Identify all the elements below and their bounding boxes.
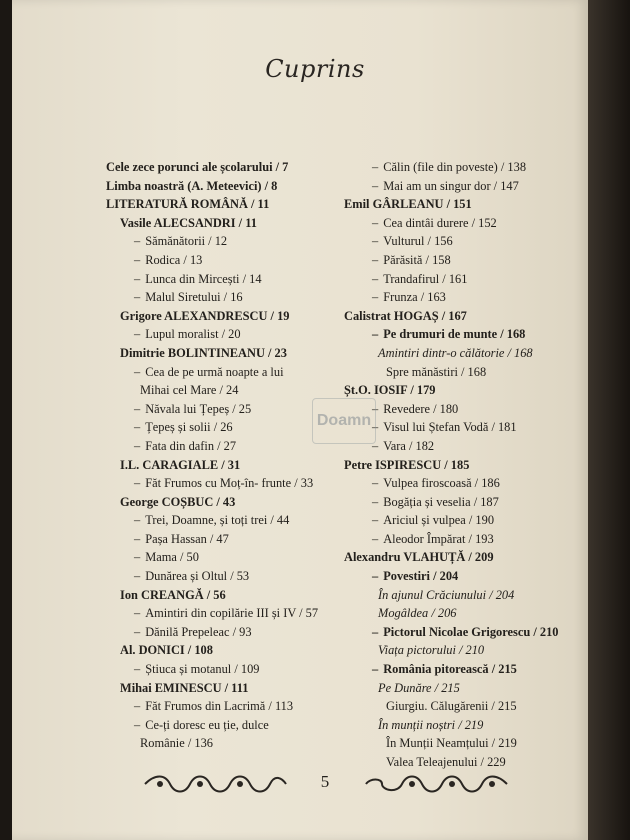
dash-marker: –	[134, 420, 141, 435]
page-number: 5	[320, 772, 330, 791]
dash-marker: –	[134, 624, 141, 639]
toc-entry-text: Aleodor Împărat / 193	[383, 531, 494, 546]
toc-entry-text: Călin (file din poveste) / 138	[383, 160, 527, 174]
toc-entry	[106, 548, 354, 567]
toc-entry	[344, 270, 592, 289]
toc-entry	[344, 641, 592, 660]
toc-entry-text: Fata din dafin / 27	[145, 438, 237, 453]
toc-entry	[106, 586, 354, 605]
toc-entry	[344, 251, 592, 270]
dash-marker: –	[134, 234, 141, 249]
toc-entry	[106, 641, 354, 660]
toc-entry-text: Rodica / 13	[145, 252, 203, 267]
dash-marker: –	[134, 569, 141, 584]
dash-marker: –	[372, 476, 379, 491]
left-ornament-icon	[140, 774, 290, 794]
toc-entry	[344, 344, 592, 363]
page-edge-shadow	[588, 0, 630, 840]
toc-entry-text: Mama / 50	[145, 550, 199, 565]
toc-entry	[106, 567, 354, 586]
toc-entry-text: Năvala lui Țepeș / 25	[145, 401, 252, 416]
toc-entry-text: Mihai cel Mare / 24	[140, 383, 239, 398]
toc-entry	[106, 214, 354, 233]
toc-entry-text: În ajunul Crăciunului / 204	[378, 587, 515, 602]
toc-entry-text: Sămănătorii / 12	[145, 234, 228, 249]
dash-marker: –	[134, 290, 141, 305]
toc-entry	[106, 511, 354, 530]
watermark-logo: Doamn	[312, 398, 376, 444]
toc-entry	[106, 344, 354, 363]
toc-entry	[344, 679, 592, 698]
toc-entry	[344, 474, 592, 493]
toc-entry	[106, 697, 354, 716]
toc-entry	[106, 530, 354, 549]
toc-entry	[344, 307, 592, 326]
toc-entry-text: I.L. CARAGIALE / 31	[120, 457, 241, 472]
right-ornament-icon	[362, 774, 512, 794]
toc-entry-text: Mai am un singur dor / 147	[383, 178, 519, 193]
toc-entry-text: Viața pictorului / 210	[378, 643, 485, 658]
dash-marker: –	[134, 438, 141, 453]
toc-entry	[106, 288, 354, 307]
dash-marker: –	[372, 160, 379, 174]
toc-entry	[344, 381, 592, 400]
toc-entry	[344, 734, 592, 753]
toc-entry-text: Visul lui Ștefan Vodă / 181	[383, 420, 517, 435]
dash-marker: –	[372, 215, 379, 230]
toc-entry	[106, 195, 354, 214]
toc-entry-text: Trei, Doamne, și toți trei / 44	[145, 513, 290, 528]
toc-entry-text: Lupul moralist / 20	[145, 327, 241, 342]
dash-marker: –	[134, 364, 141, 379]
dash-marker: –	[372, 438, 379, 453]
toc-entry-text: Dunărea și Oltul / 53	[145, 569, 250, 584]
toc-entry-text: Cele zece porunci ale școlarului / 7	[106, 160, 289, 174]
toc-entry	[344, 232, 592, 251]
dash-marker: –	[372, 513, 379, 528]
dash-marker: –	[372, 234, 379, 249]
toc-entry-text: România pitorească / 215	[383, 662, 517, 677]
toc-entry-text: Bogăția și veselia / 187	[383, 494, 499, 509]
toc-entry-text: Povestiri / 204	[383, 569, 459, 584]
toc-entry-text: Trandafirul / 161	[383, 271, 468, 286]
toc-entry-text: Revedere / 180	[383, 401, 459, 416]
page-footer	[140, 770, 480, 800]
toc-entry-text: Grigore ALEXANDRESCU / 19	[120, 308, 290, 323]
toc-entry	[344, 586, 592, 605]
toc-entry-text: Emil GÂRLEANU / 151	[344, 197, 472, 212]
toc-entry-text: Dimitrie BOLINTINEANU / 23	[120, 345, 287, 360]
toc-entry-text: Vulturul / 156	[383, 234, 453, 249]
dash-marker: –	[372, 624, 379, 639]
toc-entry	[344, 325, 592, 344]
toc-entry	[344, 623, 592, 642]
toc-entry-text: Ce-ți doresc eu ție, dulce	[145, 717, 269, 732]
dash-marker: –	[134, 476, 141, 491]
toc-entry	[344, 530, 592, 549]
toc-entry	[106, 158, 354, 177]
dash-marker: –	[372, 401, 379, 416]
toc-entry-text: Ion CREANGĂ / 56	[120, 587, 226, 602]
toc-entry	[106, 604, 354, 623]
dash-marker: –	[372, 420, 379, 435]
dash-marker: –	[372, 531, 379, 546]
toc-entry-text: Limba noastră (A. Meteevici) / 8	[106, 178, 278, 193]
toc-entry	[106, 363, 354, 382]
toc-entry-text: Mihai EMINESCU / 111	[120, 680, 249, 695]
toc-entry-text: Pe drumuri de munte / 168	[383, 327, 526, 342]
dash-marker: –	[372, 662, 379, 677]
dash-marker: –	[372, 494, 379, 509]
dash-marker: –	[372, 569, 379, 584]
dash-marker: –	[134, 606, 141, 621]
toc-entry	[106, 307, 354, 326]
toc-entry	[344, 753, 592, 772]
toc-entry-text: Amintiri dintr-o călătorie / 168	[378, 345, 533, 360]
dash-marker: –	[134, 717, 141, 732]
toc-entry-text: Șt.O. IOSIF / 179	[344, 383, 436, 398]
toc-entry-text: Calistrat HOGAȘ / 167	[344, 308, 467, 323]
toc-entry	[106, 679, 354, 698]
toc-entry	[106, 232, 354, 251]
toc-entry	[106, 493, 354, 512]
dash-marker: –	[372, 252, 379, 267]
toc-entry	[344, 716, 592, 735]
dash-marker: –	[372, 327, 379, 342]
toc-entry	[106, 734, 354, 753]
toc-entry	[344, 158, 592, 177]
toc-entry-text: Făt Frumos cu Moț-în- frunte / 33	[145, 476, 314, 491]
toc-entry	[344, 437, 592, 456]
dash-marker: –	[134, 513, 141, 528]
dash-marker: –	[372, 178, 379, 193]
toc-entry	[344, 697, 592, 716]
toc-entry-text: Mogâldea / 206	[378, 606, 457, 621]
toc-entry-text: Țepeș și solii / 26	[145, 420, 233, 435]
toc-entry	[344, 567, 592, 586]
toc-entry-text: Pe Dunăre / 215	[378, 680, 460, 695]
toc-entry	[106, 623, 354, 642]
toc-entry	[344, 195, 592, 214]
toc-entry	[344, 660, 592, 679]
toc-entry-text: Malul Siretului / 16	[145, 290, 243, 305]
dash-marker: –	[134, 327, 141, 342]
toc-entry	[344, 214, 592, 233]
toc-entry-text: Părăsită / 158	[383, 252, 451, 267]
toc-entry	[106, 660, 354, 679]
toc-entry-text: Românie / 136	[140, 736, 213, 751]
toc-entry	[344, 548, 592, 567]
toc-entry	[106, 270, 354, 289]
toc-entry	[106, 456, 354, 475]
dash-marker: –	[134, 401, 141, 416]
toc-entry-text: Vara / 182	[383, 438, 435, 453]
toc-right-column	[344, 158, 592, 772]
toc-entry-text: Valea Teleajenului / 229	[386, 755, 506, 769]
toc-entry-text: Știuca și motanul / 109	[145, 662, 260, 677]
toc-entry	[344, 288, 592, 307]
toc-entry-text: Alexandru VLAHUȚĂ / 209	[344, 550, 494, 565]
toc-entry-text: George COȘBUC / 43	[120, 494, 236, 509]
toc-entry	[344, 493, 592, 512]
page-title: Cuprins	[265, 55, 365, 83]
dash-marker: –	[134, 271, 141, 286]
toc-entry	[106, 177, 354, 196]
toc-entry-text: Spre mănăstiri / 168	[386, 364, 487, 379]
toc-entry-text: Petre ISPIRESCU / 185	[344, 457, 470, 472]
dash-marker: –	[134, 662, 141, 677]
toc-entry	[344, 511, 592, 530]
toc-entry-text: Al. DONICI / 108	[120, 643, 213, 658]
toc-entry	[344, 177, 592, 196]
toc-entry	[344, 456, 592, 475]
dash-marker: –	[372, 271, 379, 286]
toc-entry	[106, 381, 354, 400]
toc-entry-text: Giurgiu. Călugărenii / 215	[386, 699, 517, 714]
toc-entry-text: În munții noștri / 219	[378, 717, 484, 732]
dash-marker: –	[372, 290, 379, 305]
toc-entry-text: Făt Frumos din Lacrimă / 113	[145, 699, 294, 714]
toc-entry-text: Pictorul Nicolae Grigorescu / 210	[383, 624, 559, 639]
dash-marker: –	[134, 252, 141, 267]
toc-entry	[344, 363, 592, 382]
toc-entry-text: Ariciul și vulpea / 190	[383, 513, 495, 528]
toc-entry	[106, 325, 354, 344]
toc-entry	[344, 604, 592, 623]
toc-entry-text: LITERATURĂ ROMÂNĂ / 11	[106, 197, 270, 212]
toc-entry	[106, 716, 354, 735]
toc-left-column	[106, 158, 354, 753]
toc-entry-text: Lunca din Mircești / 14	[145, 271, 262, 286]
toc-entry-text: Cea dintâi durere / 152	[383, 215, 497, 230]
toc-entry	[344, 400, 592, 419]
toc-entry-text: Vasile ALECSANDRI / 11	[120, 215, 257, 230]
toc-entry-text: Vulpea firoscoasă / 186	[383, 476, 500, 491]
dash-marker: –	[134, 550, 141, 565]
toc-entry	[106, 251, 354, 270]
toc-entry-text: În Munții Neamțului / 219	[386, 736, 517, 751]
toc-entry-text: Frunza / 163	[383, 290, 446, 305]
toc-entry	[344, 418, 592, 437]
toc-entry-text: Amintiri din copilărie III și IV / 57	[145, 606, 319, 621]
toc-entry-text: Cea de pe urmă noapte a lui	[145, 364, 284, 379]
toc-entry-text: Pașa Hassan / 47	[145, 531, 229, 546]
toc-entry	[106, 474, 354, 493]
toc-entry-text: Dănilă Prepeleac / 93	[145, 624, 252, 639]
dash-marker: –	[134, 531, 141, 546]
dash-marker: –	[134, 699, 141, 714]
